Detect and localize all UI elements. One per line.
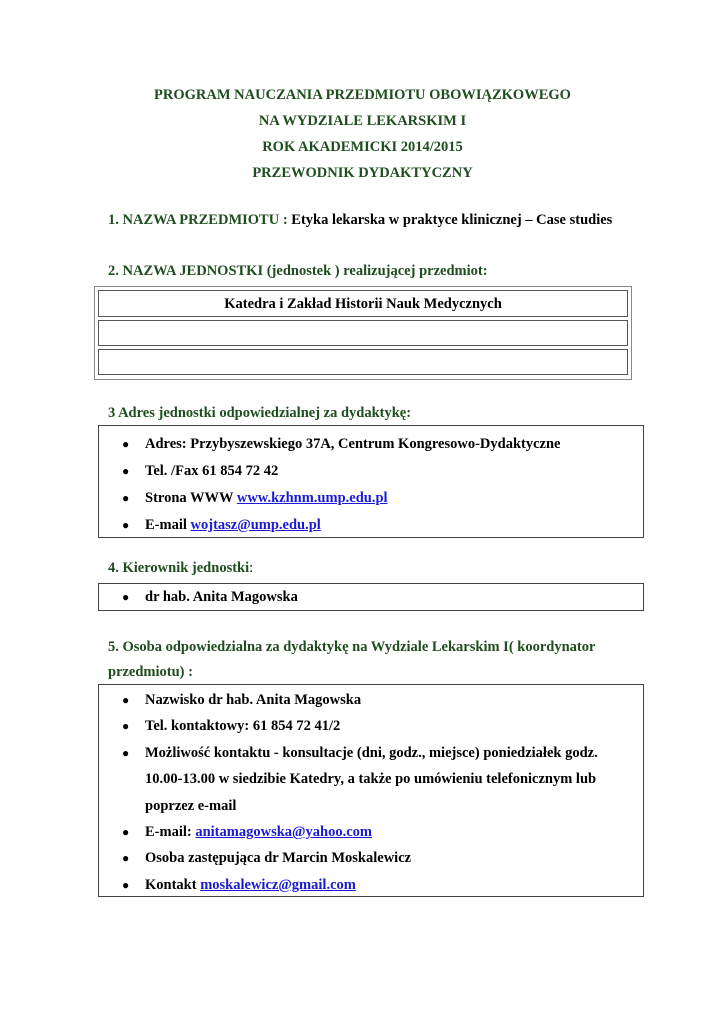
section-1-label: 1. NAZWA PRZEDMIOTU : <box>108 212 292 228</box>
title-line-3: ROK AKADEMICKI 2014/2015 <box>262 139 463 155</box>
title-line-1: PROGRAM NAUCZANIA PRZEDMIOTU OBOWIĄZKOWEGO <box>154 87 571 103</box>
address-list <box>99 431 561 539</box>
bullet-icon: ● <box>122 877 130 892</box>
list-item <box>99 512 561 539</box>
section-4-label: 4. Kierownik jednostki <box>108 560 250 576</box>
coordinator-email-label: E-mail: <box>145 824 196 841</box>
list-item <box>99 740 598 766</box>
head-box <box>98 583 644 611</box>
section-3-heading: 3 Adres jednostki odpowiedzialnej za dydaktykę: <box>108 405 412 421</box>
bullet-icon: ● <box>122 491 130 505</box>
section-1-heading <box>108 212 612 229</box>
coordinator-list <box>99 687 598 898</box>
unit-name: Katedra i Zakład Historii Nauk Medycznych <box>224 296 502 312</box>
www-link[interactable]: www.kzhnm.ump.edu.pl <box>236 490 388 506</box>
list-item <box>99 485 561 512</box>
deputy-contact-label: Kontakt <box>145 876 201 893</box>
list-item-continuation <box>99 793 598 819</box>
unit-cell-3 <box>98 349 628 375</box>
email-link[interactable]: wojtasz@ump.edu.pl <box>190 517 321 533</box>
coordinator-name: Nazwisko dr hab. Anita Magowska <box>145 692 362 708</box>
list-item <box>99 458 561 485</box>
contact-line-3: poprzez e-mail <box>145 797 237 814</box>
section-2-heading: 2. NAZWA JEDNOSTKI (jednostek ) realizującej przedmiot: <box>108 263 488 279</box>
list-item <box>99 687 598 713</box>
bullet-icon: ● <box>122 851 130 866</box>
coordinator-email-link[interactable]: anitamagowska@yahoo.com <box>195 824 372 841</box>
address-text: Adres: Przybyszewskiego 37A, Centrum Kongresowo-Dydaktyczne <box>145 436 561 452</box>
subject-name: Etyka lekarska w praktyce klinicznej – Case studies <box>291 212 613 228</box>
bullet-icon: ● <box>122 719 130 734</box>
list-item <box>99 586 298 608</box>
deputy-contact-link[interactable]: moskalewicz@gmail.com <box>200 876 356 893</box>
www-label: Strona WWW <box>145 490 237 506</box>
address-box <box>98 425 644 538</box>
coordinator-phone: Tel. kontaktowy: 61 854 72 41/2 <box>145 718 341 735</box>
section-5-heading-line-2: przedmiotu) : <box>108 664 193 680</box>
list-item <box>99 872 598 898</box>
unit-cell-2 <box>98 320 628 346</box>
bullet-icon: ● <box>122 825 130 840</box>
title-line-2: NA WYDZIALE LEKARSKIM I <box>258 113 467 129</box>
bullet-icon: ● <box>122 437 130 451</box>
contact-line-1: Możliwość kontaktu - konsultacje (dni, godz., miejsce) poniedziałek godz. <box>145 744 598 761</box>
phone-text: Tel. /Fax 61 854 72 42 <box>145 463 279 479</box>
head-name: dr hab. Anita Magowska <box>145 589 298 605</box>
contact-line-2: 10.00-13.00 w siedzibie Katedry, a także po umówieniu telefonicznym lub <box>145 771 597 788</box>
coordinator-box <box>98 684 644 897</box>
bullet-icon: ● <box>122 745 130 760</box>
bullet-icon: ● <box>122 590 130 604</box>
unit-cell-1 <box>98 290 628 317</box>
list-item <box>99 431 561 458</box>
section-5-heading-line-1: 5. Osoba odpowiedzialna za dydaktykę na Wydziale Lekarskim I( koordynator <box>108 639 596 655</box>
section-4-colon: : <box>249 560 254 576</box>
section-4-heading <box>108 560 253 577</box>
list-item <box>99 713 598 739</box>
email-label: E-mail <box>145 517 191 533</box>
unit-table <box>94 286 632 380</box>
bullet-icon: ● <box>122 693 130 707</box>
list-item-continuation <box>99 766 598 792</box>
deputy-name: Osoba zastępująca dr Marcin Moskalewicz <box>145 850 412 867</box>
bullet-icon: ● <box>122 518 130 532</box>
list-item <box>99 845 598 871</box>
list-item <box>99 819 598 845</box>
title-line-4: PRZEWODNIK DYDAKTYCZNY <box>252 165 473 181</box>
head-list <box>99 586 298 608</box>
bullet-icon: ● <box>122 464 130 478</box>
